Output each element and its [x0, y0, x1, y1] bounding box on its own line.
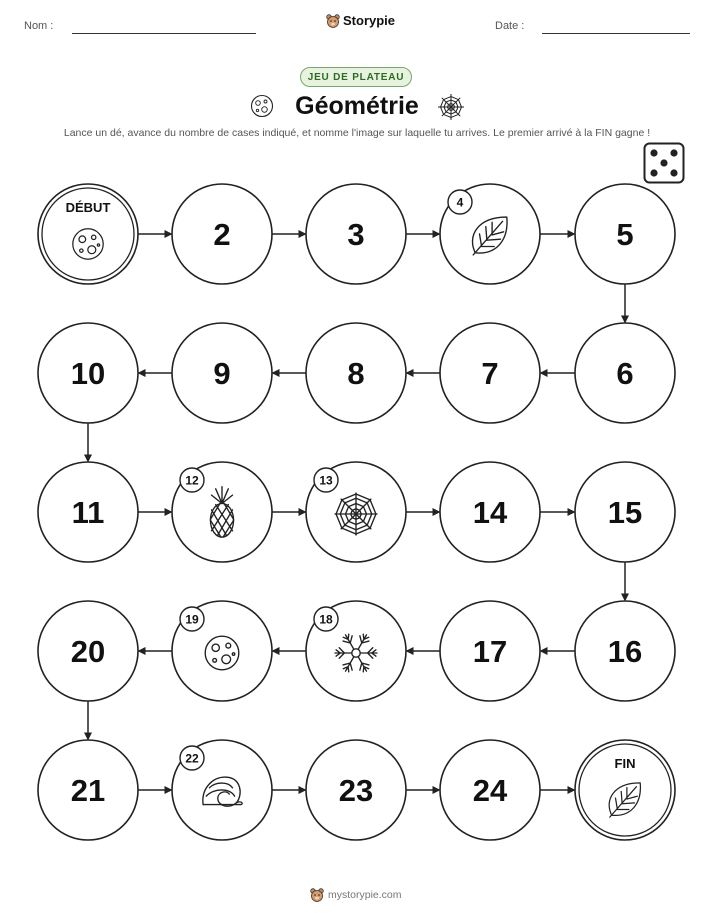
svg-text:19: 19 [185, 612, 199, 627]
cell-number-badge [180, 746, 204, 770]
board-cell[interactable] [172, 323, 272, 423]
board-cell[interactable] [38, 740, 138, 840]
cell-number-badge [314, 468, 338, 492]
page-title: Géométrie [295, 92, 419, 120]
cell-number: 11 [71, 495, 105, 530]
cell-number: 3 [347, 217, 365, 252]
cell-number: 6 [616, 356, 634, 391]
brand-name: Storypie [343, 13, 396, 28]
board-cell[interactable] [440, 462, 540, 562]
start-cell[interactable] [38, 184, 138, 284]
board-cell[interactable] [172, 601, 272, 701]
cell-number: 8 [347, 356, 365, 391]
footer-url: mystorypie.com [328, 889, 402, 901]
board-cell[interactable] [306, 184, 406, 284]
spiderweb-icon [335, 493, 377, 535]
board-cell[interactable] [440, 184, 540, 284]
board-cell[interactable] [575, 462, 675, 562]
svg-text:18: 18 [319, 612, 333, 627]
cell-number-badge [180, 607, 204, 631]
cell-number: 17 [472, 634, 508, 669]
instructions: Lance un dé, avance du nombre de cases indiqué, et nomme l'image sur laquelle tu arrives. Le premier arrivé à la FIN gagne ! [63, 127, 651, 139]
board-cell[interactable] [440, 601, 540, 701]
board-cell[interactable] [38, 323, 138, 423]
svg-text:12: 12 [185, 473, 199, 488]
board-cell[interactable] [440, 740, 540, 840]
cell-number: 9 [213, 356, 231, 391]
moon-icon [205, 636, 239, 670]
svg-text:4: 4 [456, 195, 464, 210]
name-label: Nom : [24, 20, 54, 32]
board-cell[interactable] [172, 462, 272, 562]
cell-number: 20 [70, 634, 106, 669]
board-cell[interactable] [306, 462, 406, 562]
svg-text:13: 13 [319, 473, 333, 488]
moon-icon [73, 229, 103, 259]
cell-number: 23 [338, 773, 374, 808]
category-badge: JEU DE PLATEAU [300, 67, 412, 87]
end-cell[interactable] [575, 740, 675, 840]
board-cell[interactable] [306, 740, 406, 840]
cell-number-badge [314, 607, 338, 631]
board-cell[interactable] [440, 323, 540, 423]
board-cell[interactable] [306, 601, 406, 701]
cell-number: 15 [607, 495, 643, 530]
cell-number: 21 [70, 773, 106, 808]
board-cell[interactable] [306, 323, 406, 423]
date-label: Date : [495, 20, 525, 32]
cell-number: 16 [607, 634, 643, 669]
footer [310, 888, 402, 902]
cell-number-badge [448, 190, 472, 214]
cell-number: 2 [213, 217, 231, 252]
board-cell[interactable] [575, 184, 675, 284]
bear-logo-icon [310, 888, 324, 902]
board-cell[interactable] [172, 184, 272, 284]
board-cell[interactable] [38, 601, 138, 701]
cell-number-badge [180, 468, 204, 492]
end-label: FIN [614, 756, 636, 771]
board-cell[interactable] [172, 740, 272, 840]
cell-number: 5 [616, 217, 634, 252]
cell-number: 24 [472, 773, 508, 808]
cell-number: 7 [481, 356, 499, 391]
cell-number: 10 [70, 356, 106, 391]
cell-number: 14 [472, 495, 508, 530]
board-cell[interactable] [575, 601, 675, 701]
start-label: DÉBUT [65, 200, 111, 215]
svg-text:22: 22 [185, 751, 199, 766]
board-cell[interactable] [575, 323, 675, 423]
board-cell[interactable] [38, 462, 138, 562]
